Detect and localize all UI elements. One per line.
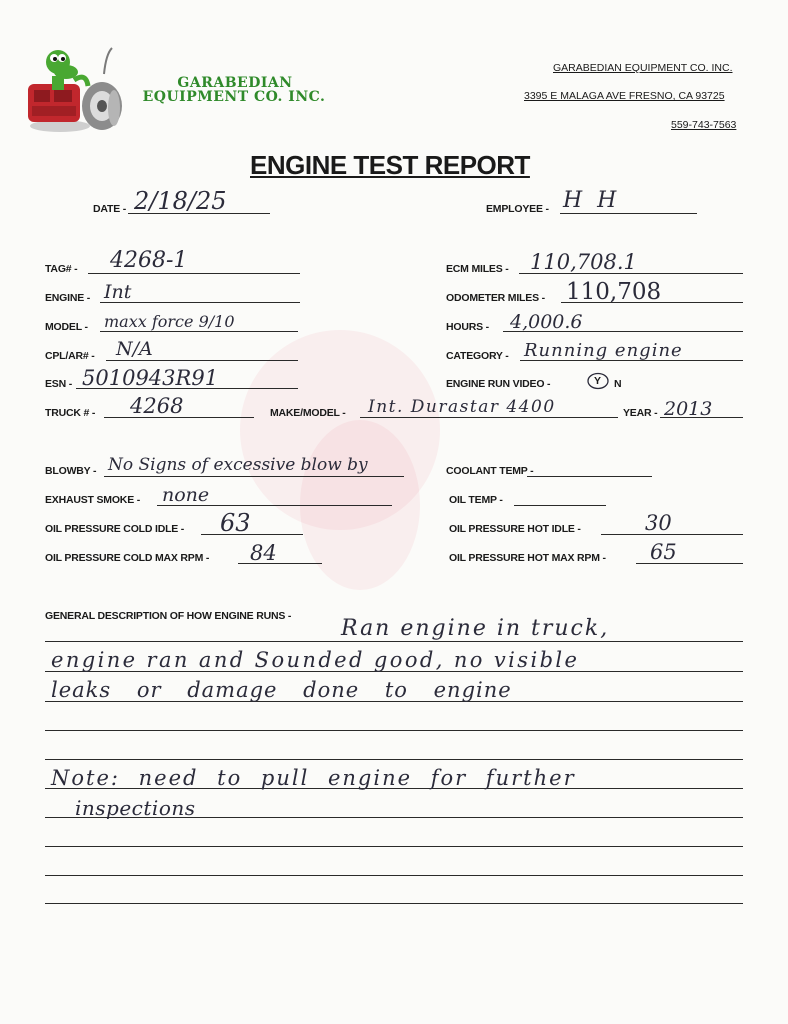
- description-line: [45, 730, 743, 731]
- model-value: maxx force 9/10: [104, 312, 235, 331]
- description-text-line: inspections: [75, 796, 196, 820]
- tag-field-line[interactable]: [88, 273, 300, 274]
- tag-value: 4268-1: [110, 248, 188, 273]
- model-field-line[interactable]: [100, 331, 298, 332]
- run-video-label: ENGINE RUN VIDEO -: [446, 378, 551, 390]
- oil-pressure-cold-idle-field-line[interactable]: [201, 534, 303, 535]
- make-model-field-line[interactable]: [360, 417, 618, 418]
- description-line: [45, 759, 743, 760]
- description-text-line: Note: need to pull engine for further: [51, 766, 576, 790]
- oil-pressure-cold-max-label: OIL PRESSURE COLD MAX RPM -: [45, 552, 210, 564]
- ecm-miles-value: 110,708.1: [530, 250, 637, 274]
- general-description-area[interactable]: [45, 612, 743, 912]
- company-address: 3395 E MALAGA AVE FRESNO, CA 93725: [524, 90, 725, 102]
- model-label: MODEL -: [45, 321, 88, 333]
- blowby-value: No Signs of excessive blow by: [108, 455, 368, 475]
- oil-pressure-cold-idle-value: 63: [220, 509, 251, 537]
- hours-value: 4,000.6: [510, 311, 583, 333]
- blowby-label: BLOWBY -: [45, 465, 97, 477]
- oil-pressure-cold-idle-label: OIL PRESSURE COLD IDLE -: [45, 523, 185, 535]
- exhaust-smoke-label: EXHAUST SMOKE -: [45, 494, 141, 506]
- cpl-field-line[interactable]: [106, 360, 298, 361]
- report-title: ENGINE TEST REPORT: [250, 150, 530, 180]
- coolant-temp-label: COOLANT TEMP -: [446, 465, 534, 477]
- year-value: 2013: [664, 398, 713, 420]
- run-video-yes-option[interactable]: [587, 372, 609, 390]
- date-value: 2/18/25: [134, 187, 227, 215]
- engine-value: Int: [104, 281, 132, 303]
- make-model-value: Int. Durastar 4400: [368, 397, 556, 417]
- esn-value: 5010943R91: [82, 366, 219, 390]
- blowby-field-line[interactable]: [104, 476, 404, 477]
- coolant-temp-field-line[interactable]: [527, 476, 652, 477]
- company-name: GARABEDIAN EQUIPMENT CO. INC.: [553, 62, 733, 74]
- date-label: DATE -: [93, 203, 127, 215]
- gator-engine-mascot: [22, 42, 126, 138]
- oil-temp-field-line[interactable]: [514, 505, 606, 506]
- category-label: CATEGORY -: [446, 350, 509, 362]
- odometer-label: ODOMETER MILES -: [446, 292, 545, 304]
- logo-text-line2: EQUIPMENT CO. INC.: [142, 89, 326, 105]
- oil-pressure-hot-idle-value: 30: [645, 511, 672, 535]
- employee-label: EMPLOYEE -: [486, 203, 549, 215]
- oil-pressure-cold-max-value: 84: [250, 541, 277, 565]
- cpl-value: N/A: [116, 338, 153, 360]
- hours-label: HOURS -: [446, 321, 489, 333]
- description-line: [45, 846, 743, 847]
- description-line: [45, 903, 743, 904]
- description-text-line: engine ran and Sounded good, no visible: [51, 648, 580, 672]
- category-value: Running engine: [524, 340, 683, 361]
- esn-label: ESN -: [45, 378, 73, 390]
- logo-text-line1: GARABEDIAN: [177, 75, 293, 91]
- general-description-label: GENERAL DESCRIPTION OF HOW ENGINE RUNS -: [45, 610, 292, 622]
- oil-pressure-hot-idle-label: OIL PRESSURE HOT IDLE -: [449, 523, 581, 535]
- year-label: YEAR -: [623, 407, 658, 419]
- tag-label: TAG# -: [45, 263, 78, 275]
- engine-label: ENGINE -: [45, 292, 91, 304]
- description-line: [45, 875, 743, 876]
- company-logo: [22, 42, 126, 138]
- oil-pressure-hot-max-value: 65: [650, 540, 677, 564]
- employee-field-line[interactable]: [560, 213, 697, 214]
- description-line: [45, 641, 743, 642]
- oil-pressure-hot-max-label: OIL PRESSURE HOT MAX RPM -: [449, 552, 606, 564]
- run-video-no-label[interactable]: N: [614, 378, 622, 390]
- description-text-line: Ran engine in truck,: [341, 616, 610, 641]
- exhaust-smoke-value: none: [162, 484, 210, 506]
- employee-value: H H: [563, 188, 621, 213]
- oil-temp-label: OIL TEMP -: [449, 494, 503, 506]
- company-phone: 559-743-7563: [671, 119, 737, 131]
- odometer-value: 110,708: [566, 279, 662, 305]
- truck-label: TRUCK # -: [45, 407, 96, 419]
- ecm-miles-label: ECM MILES -: [446, 263, 509, 275]
- oil-pressure-hot-idle-field-line[interactable]: [601, 534, 743, 535]
- description-text-line: leaks or damage done to engine: [51, 678, 512, 702]
- run-video-yes-label: Y: [594, 375, 601, 387]
- truck-value: 4268: [130, 394, 184, 418]
- make-model-label: MAKE/MODEL -: [270, 407, 346, 419]
- cpl-label: CPL/AR# -: [45, 350, 95, 362]
